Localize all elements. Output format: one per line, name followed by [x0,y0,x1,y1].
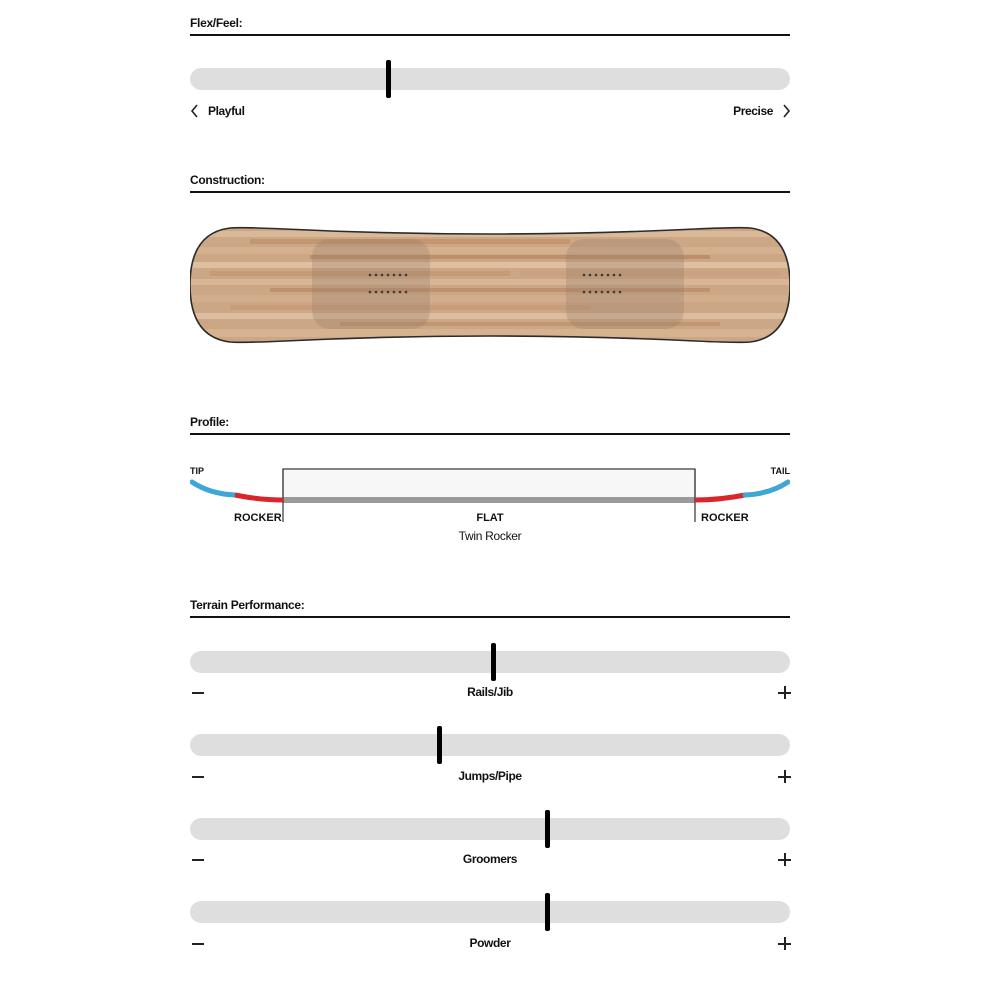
flex-right-label: Precise [733,104,773,118]
profile-right-zone-label: ROCKER [701,512,749,524]
terrain-label: Rails/Jib [467,685,513,699]
terrain-slider-track [190,901,790,923]
terrain-slider-track [190,734,790,756]
flex-left-label: Playful [208,104,245,118]
profile-center-zone-label: FLAT [476,512,504,524]
terrain-label: Powder [469,936,511,950]
terrain-section-title: Terrain Performance: [190,598,790,618]
flex-section-title: Flex/Feel: [190,16,790,36]
flex-slider-marker [386,60,391,98]
profile-tip-label: TIP [190,466,205,476]
chevron-left-icon [190,104,199,118]
snowboard-image [190,225,790,345]
terrain-slider-marker [545,810,550,848]
profile-left-zone-label: ROCKER [234,512,282,524]
terrain-label: Groomers [462,852,518,866]
terrain-slider-marker [491,643,496,681]
profile-name: Twin Rocker [458,529,522,543]
plus-icon [778,686,791,699]
plus-icon [778,937,791,950]
terrain-slider-marker [545,893,550,931]
plus-icon [778,853,791,866]
chevron-right-icon [782,104,791,118]
construction-section-title: Construction: [190,173,790,193]
terrain-slider-marker [437,726,442,764]
plus-icon [778,770,791,783]
terrain-slider-track [190,818,790,840]
profile-section-title: Profile: [190,415,790,435]
terrain-label: Jumps/Pipe [458,769,522,783]
flex-slider-track [190,68,790,90]
terrain-slider-track [190,651,790,673]
profile-tail-label: TAIL [770,466,790,476]
